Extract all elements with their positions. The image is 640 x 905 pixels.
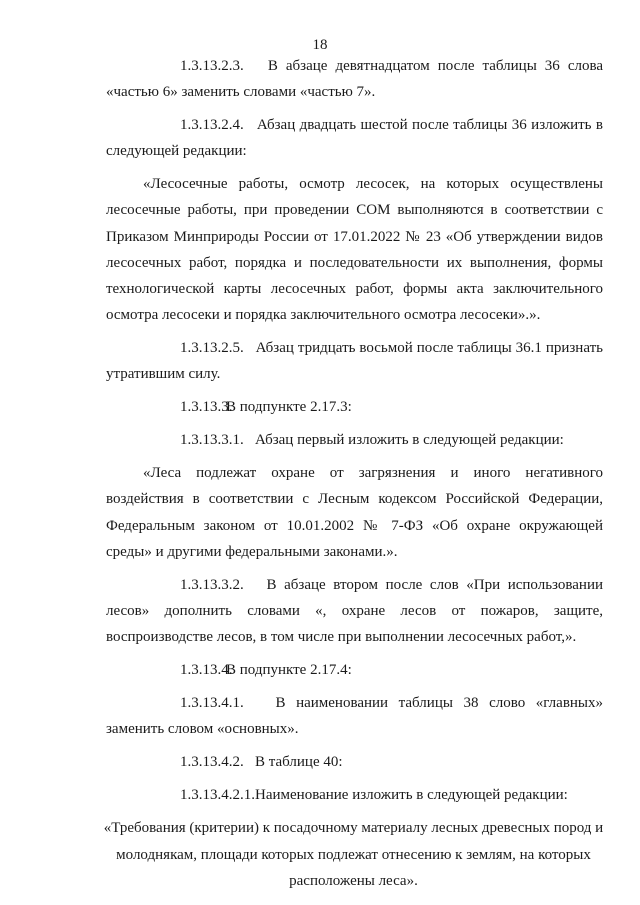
- paragraph-1-3-13-4-1: [106, 690, 603, 742]
- quoted-paragraph-forest-protection: [106, 460, 603, 564]
- paragraph-number: 1.3.13.3.2.: [180, 576, 244, 593]
- paragraph-text: Абзац тридцать восьмой после таблицы 36.1 признать утратившим силу.: [106, 339, 603, 383]
- page-number: 18: [312, 37, 328, 53]
- paragraph-number: 1.3.13.4.2.1.: [180, 787, 255, 804]
- paragraph-text: В абзаце втором после слов «При использовании лесов» дополнить словами «, охране лесов от пожаров, защите, воспроизводстве лесов, в том числе при выполнении лесосечных работ,».: [106, 576, 603, 645]
- paragraph-number: 1.3.13.2.5.: [180, 339, 244, 356]
- paragraph-1-3-13-2-5: [106, 335, 603, 387]
- paragraph-1-3-13-3-1: [106, 427, 603, 453]
- paragraph-text: В абзаце девятнадцатом после таблицы 36 слова «частью 6» заменить словами «частью 7».: [106, 58, 604, 101]
- paragraph-number: 1.3.13.2.4.: [180, 117, 244, 134]
- paragraph-text: Абзац первый изложить в следующей редакции:: [255, 432, 564, 449]
- quoted-table-title: [98, 815, 609, 893]
- paragraph-text: В наименовании таблицы 38 слово «главных» заменить словом «основных».: [106, 695, 604, 738]
- paragraph-number: 1.3.13.3.: [180, 399, 233, 416]
- paragraph-text: В таблице 40:: [255, 754, 343, 771]
- document-body: [103, 53, 604, 901]
- quoted-paragraph-logging: [106, 171, 603, 328]
- paragraph-1-3-13-4-2-1: [106, 782, 603, 808]
- paragraph-text: Наименование изложить в следующей редакции:: [255, 787, 568, 804]
- paragraph-text: В подпункте 2.17.3:: [226, 399, 352, 416]
- paragraph-text: Абзац двадцать шестой после таблицы 36 изложить в следующей редакции:: [106, 117, 603, 160]
- paragraph-number: 1.3.13.4.: [180, 661, 233, 678]
- paragraph-number: 1.3.13.4.2.: [180, 754, 244, 771]
- paragraph-text: «Лесосечные работы, осмотр лесосек, на которых осуществлены лесосечные работы, при проведении СОМ выполняются в соответствии с Приказом Минприроды России от 17.01.2022 № 23 «Об утверждении видов лесосечных работ, порядка и последовательности их выполнения, формы технологической карты лесосечных работ, формы акта заключительного осмотра лесосеки и порядка заключительного осмотра лесосеки».».: [106, 176, 603, 323]
- paragraph-1-3-13-3: [106, 394, 603, 420]
- paragraph-number: 1.3.13.4.1.: [180, 695, 244, 712]
- paragraph-text: В подпункте 2.17.4:: [226, 661, 352, 678]
- paragraph-1-3-13-4-2: [106, 749, 603, 775]
- paragraph-text: «Леса подлежат охране от загрязнения и иного негативного воздействия в соответствии с Лесным кодексом Российской Федерации, Федеральным законом от 10.01.2002 № 7-ФЗ «Об охране окружающей среды» и другими федеральными законами.».: [106, 465, 603, 560]
- paragraph-1-3-13-4: [106, 657, 603, 683]
- paragraph-number: 1.3.13.3.1.: [180, 432, 244, 449]
- paragraph-1-3-13-2-4: [106, 112, 603, 164]
- paragraph-1-3-13-2-3: [106, 53, 603, 105]
- paragraph-number: 1.3.13.2.3.: [180, 58, 244, 74]
- paragraph-text: «Требования (критерии) к посадочному материалу лесных древесных пород и молоднякам, площади которых подлежат отнесению к землям, на которых расположены леса».: [103, 820, 604, 889]
- paragraph-1-3-13-3-2: [106, 572, 603, 650]
